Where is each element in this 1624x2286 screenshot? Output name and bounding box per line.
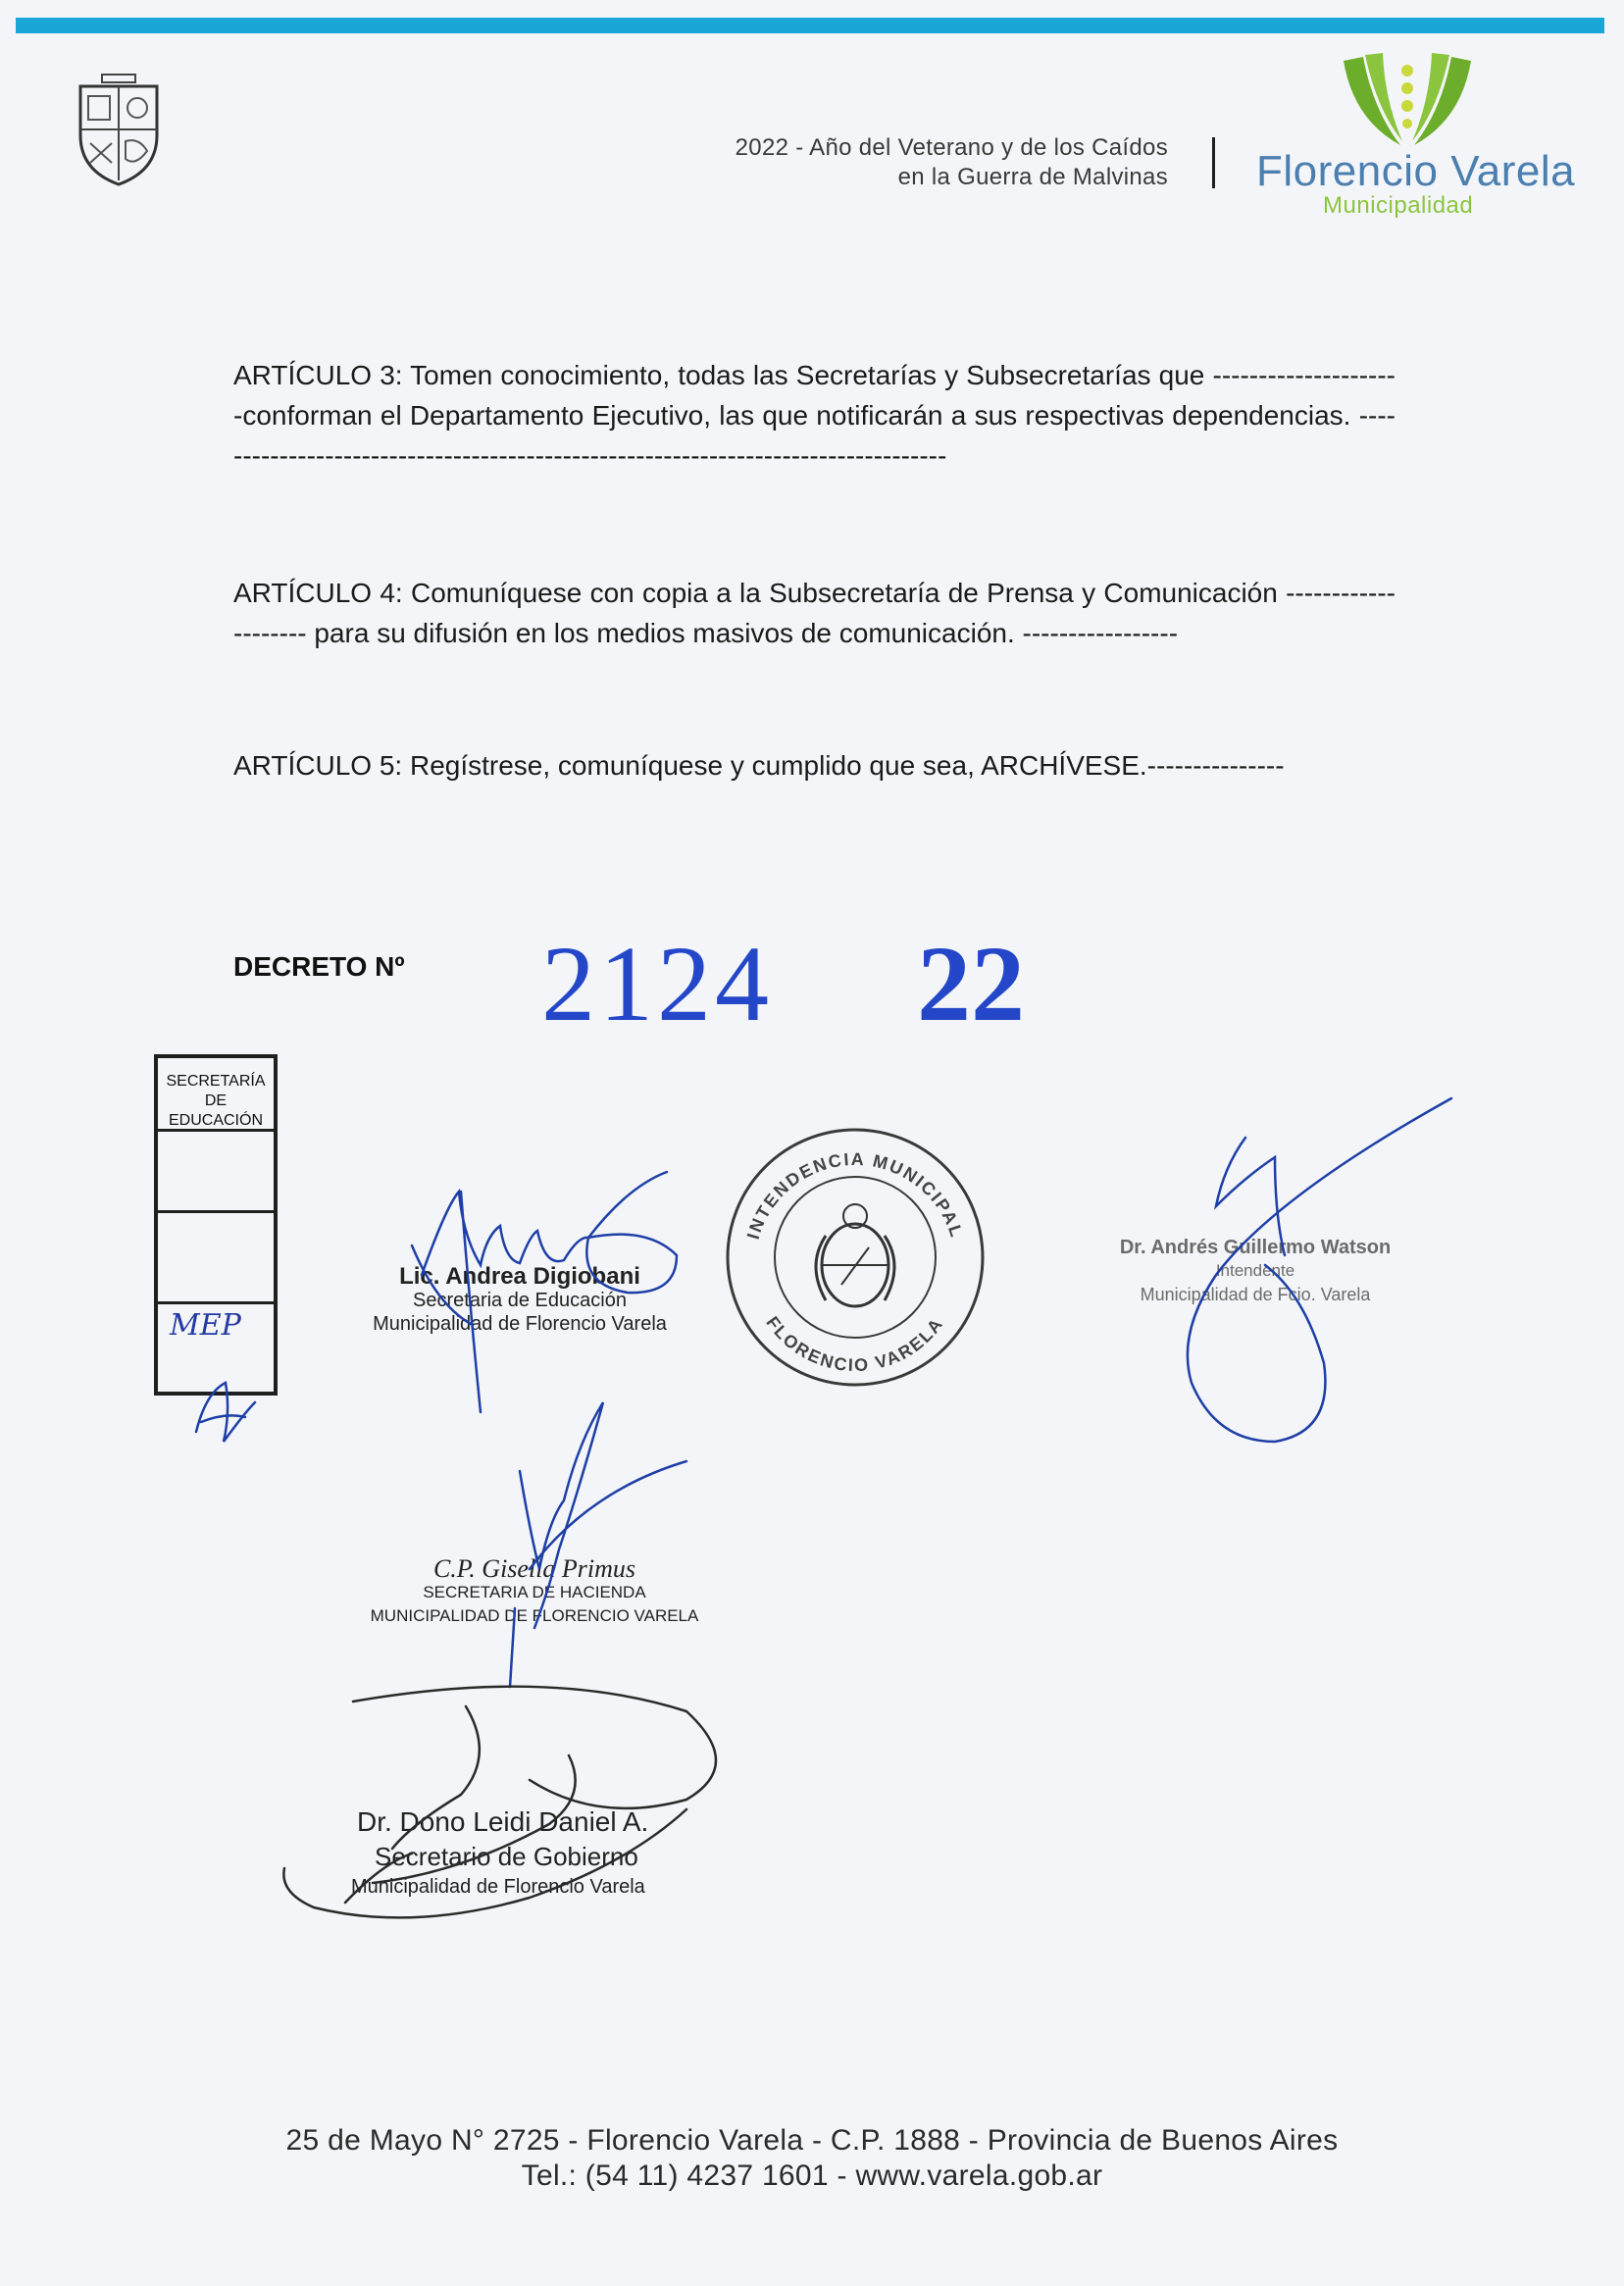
decreto-number-stamp: 2124 [541, 924, 773, 1043]
stamp-box-cell [158, 1132, 274, 1213]
intendencia-seal [716, 1118, 995, 1397]
signatory-hacienda-name: C.P. Gisella Primus [432, 1554, 636, 1583]
stamp-box-cell [158, 1213, 274, 1304]
commemoration-line-1: 2022 - Año del Veterano y de los Caídos [735, 134, 1168, 161]
signatory-educacion [353, 1265, 686, 1336]
commemoration-line-2: en la Guerra de Malvinas [897, 164, 1168, 190]
article-3: ARTÍCULO 3: Tomen conocimiento, todas las Secretarías y Subsecretarías que ---------------------conforman el Departamento Ejecutivo, las que notificarán a sus respectivas dependencias. ---------------------------------------------------------------------------------- [233, 360, 1396, 471]
signatory-hacienda-role: SECRETARIA DE HACIENDA [423, 1583, 646, 1601]
signatory-intendente-name: Dr. Andrés Guillermo Watson [1119, 1237, 1392, 1258]
stamp-box-title: SECRETARÍA DE EDUCACIÓN [158, 1058, 274, 1132]
stamp-box-initials: MEP [170, 1308, 241, 1343]
decreto-year-stamp: 22 [917, 924, 1025, 1043]
signatory-intendente-org: Municipalidad de Fcio. Varela [1140, 1285, 1371, 1304]
signatory-hacienda-org: MUNICIPALIDAD DE FLORENCIO VARELA [370, 1606, 699, 1625]
coat-of-arms-icon [816, 1204, 894, 1306]
signatory-gobierno-org: Municipalidad de Florencio Varela [351, 1876, 645, 1898]
footer-address: 25 de Mayo N° 2725 - Florencio Varela - C.P. 1888 - Provincia de Buenos Aires [285, 2124, 1339, 2157]
seal-top-text: INTENDENCIA MUNICIPAL [742, 1148, 968, 1242]
signatory-gobierno-name: Dr. Dono Leidi Daniel A. [357, 1806, 649, 1837]
education-stamp-box [154, 1054, 278, 1396]
signatory-educacion-name: Lic. Andrea Digiobani [399, 1263, 640, 1290]
signatory-intendente [1089, 1236, 1422, 1306]
signatory-intendente-role: Intendente [1215, 1261, 1295, 1280]
decreto-label: DECRETO Nº [233, 951, 405, 982]
signatory-gobierno-role: Secretario de Gobierno [375, 1842, 638, 1871]
signatory-hacienda [348, 1554, 721, 1628]
municipality-name: Florencio Varela [1256, 147, 1576, 195]
municipality-subtitle: Municipalidad [1323, 192, 1474, 219]
footer-contact: Tel.: (54 11) 4237 1601 - www.varela.gob.ar [521, 2159, 1103, 2192]
florencio-varela-logo-icon [1334, 51, 1481, 149]
signatory-educacion-org: Municipalidad de Florencio Varela [373, 1313, 667, 1335]
signature-hacienda [510, 1402, 686, 1687]
article-5: ARTÍCULO 5: Regístrese, comuníquese y cumplido que sea, ARCHÍVESE.--------------- [233, 750, 1285, 781]
municipal-crest-icon [75, 73, 163, 188]
article-4: ARTÍCULO 4: Comuníquese con copia a la Subsecretaría de Prensa y Comunicación -------------------- para su difusión en los medios masivos de comunicación. ----------------- [233, 578, 1396, 648]
seal-bottom-text: FLORENCIO VARELA [762, 1312, 947, 1376]
header-divider [1212, 137, 1215, 188]
signatory-gobierno [324, 1804, 696, 1901]
commemoration-text [736, 133, 1168, 192]
signatory-educacion-role: Secretaria de Educación [413, 1290, 627, 1311]
header-accent-bar [16, 18, 1604, 33]
